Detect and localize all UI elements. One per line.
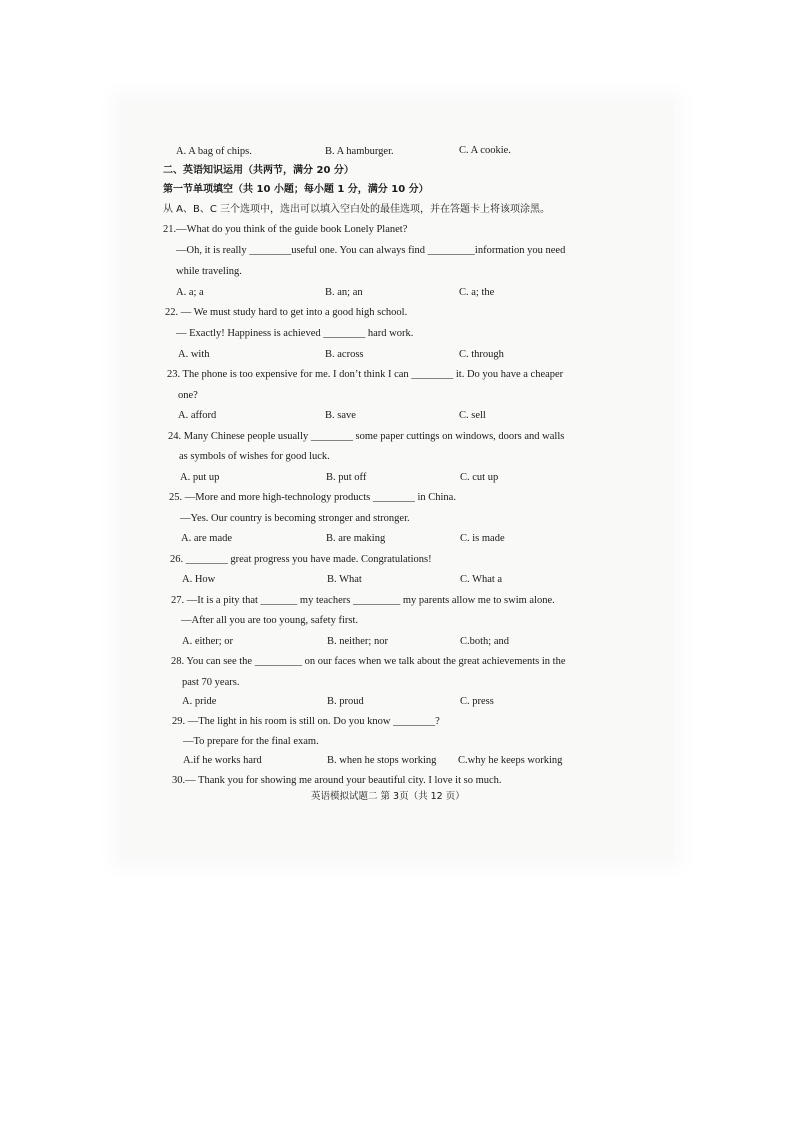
question-stem: 30.— Thank you for showing me around your beautiful city. I love it so much. <box>172 775 502 786</box>
question-line: while traveling. <box>176 266 242 277</box>
option-a: A. either; or <box>182 636 234 647</box>
option-c: C. A cookie. <box>459 145 511 156</box>
instructions: 从 A、B、C 三个选项中，选出可以填入空白处的最佳选项，并在答题卡上将该项涂黑。 <box>163 204 551 215</box>
option-c: C. sell <box>459 410 486 421</box>
question-line: —After all you are too young, safety first. <box>181 615 358 626</box>
option-c: C.why he keeps working <box>458 755 563 766</box>
option-c: C. press <box>460 696 494 707</box>
section-title: 二、英语知识运用（共两节，满分 20 分） <box>163 165 354 176</box>
question-stem: 22. — We must study hard to get into a good high school. <box>165 307 408 318</box>
question-stem: 21.—What do you think of the guide book Lonely Planet? <box>163 224 408 235</box>
option-c: C. a; the <box>459 287 495 298</box>
question-line: — Exactly! Happiness is achieved ________ hard work. <box>176 328 414 339</box>
option-b: B. proud <box>327 696 364 707</box>
option-c: C. cut up <box>460 472 499 483</box>
option-c: C. is made <box>460 533 505 544</box>
option-c: C.both; and <box>460 636 509 647</box>
option-b: B. put off <box>326 472 367 483</box>
page-footer: 英语模拟试题二 第 3页（共 12 页） <box>311 791 465 802</box>
question-line: one? <box>178 390 198 401</box>
question-stem: 26. ________ great progress you have made. Congratulations! <box>170 554 432 565</box>
option-b: B. A hamburger. <box>325 146 394 157</box>
option-a: A. A bag of chips. <box>176 146 252 157</box>
question-stem: 23. The phone is too expensive for me. I don’t think I can ________ it. Do you have a cheaper <box>167 369 564 380</box>
question-stem: 24. Many Chinese people usually ________ some paper cuttings on windows, doors and walls <box>168 431 565 442</box>
question-stem: 25. —More and more high-technology products ________ in China. <box>169 492 456 503</box>
question-stem: 27. —It is a pity that _______ my teachers _________ my parents allow me to swim alone. <box>171 595 555 606</box>
option-b: B. neither; nor <box>327 636 388 647</box>
question-line: past 70 years. <box>182 677 240 688</box>
option-c: C. What a <box>460 574 503 585</box>
question-line: —Oh, it is really ________useful one. You can always find _________information you need <box>176 245 566 256</box>
option-b: B. are making <box>326 533 386 544</box>
option-a: A.if he works hard <box>183 755 262 766</box>
question-stem: 29. —The light in his room is still on. Do you know ________? <box>172 716 440 727</box>
option-a: A. pride <box>182 696 217 707</box>
option-c: C. through <box>459 349 504 360</box>
subsection-title: 第一节单项填空（共 10 小题；每小题 1 分，满分 10 分） <box>163 184 429 195</box>
option-a: A. How <box>182 574 216 585</box>
option-a: A. afford <box>178 410 217 421</box>
question-line: —Yes. Our country is becoming stronger and stronger. <box>180 513 410 524</box>
question-line: —To prepare for the final exam. <box>183 736 319 747</box>
option-a: A. a; a <box>176 287 204 298</box>
option-b: B. when he stops working <box>327 755 437 766</box>
option-b: B. save <box>325 410 356 421</box>
option-a: A. put up <box>180 472 220 483</box>
option-a: A. with <box>178 349 210 360</box>
option-b: B. What <box>327 574 362 585</box>
question-line: as symbols of wishes for good luck. <box>179 451 330 462</box>
option-b: B. an; an <box>325 287 363 298</box>
option-a: A. are made <box>181 533 233 544</box>
option-b: B. across <box>325 349 364 360</box>
question-stem: 28. You can see the _________ on our faces when we talk about the great achievements in the <box>171 656 566 667</box>
